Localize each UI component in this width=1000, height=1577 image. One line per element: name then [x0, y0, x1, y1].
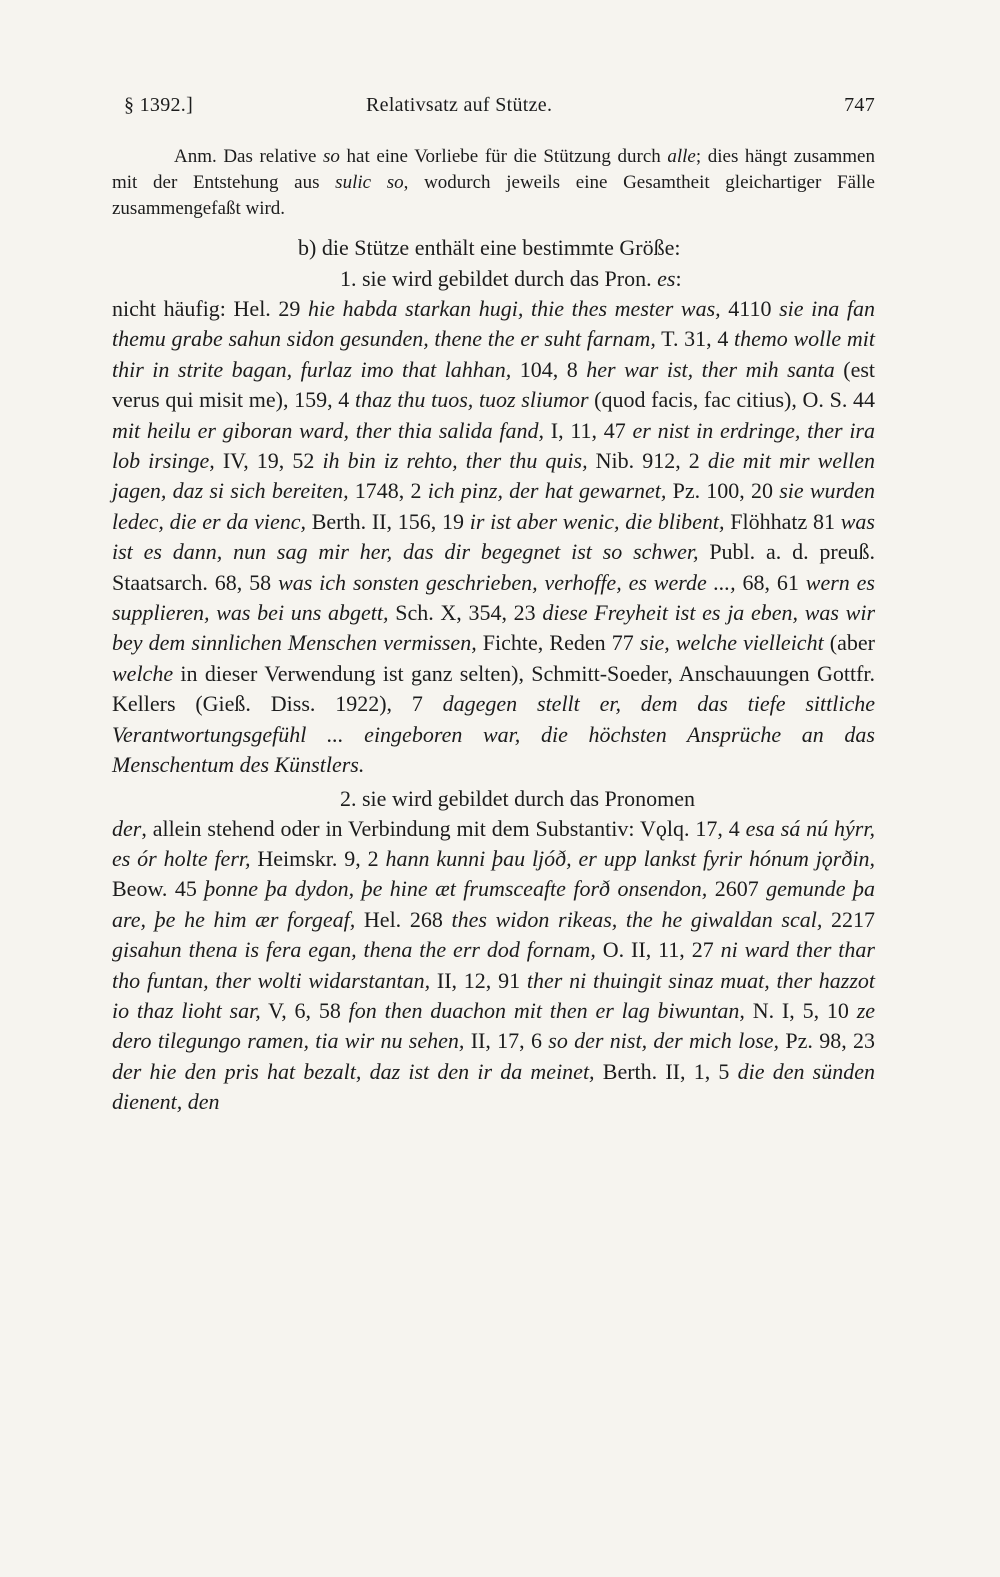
page-number: 747 — [844, 94, 875, 116]
source-reference: 2217 — [822, 906, 876, 932]
cited-example: diese Freyheit ist es ja eben, was wir bey dem sinnlichen Menschen vermissen, — [112, 600, 875, 656]
source-reference: T. 31, 4 — [655, 326, 735, 352]
subsection-1-pronoun: es — [657, 266, 676, 291]
cited-example: so der nist, der mich lose, — [548, 1028, 780, 1054]
cited-example: ich pinz, der hat gewarnet, — [427, 478, 667, 504]
cited-example: die mit mir wellen jagen, daz si sich bereiten, — [112, 448, 876, 504]
cited-example: fon then duachon mit then er lag biwuntan, — [348, 997, 745, 1023]
cited-example: thes widon rikeas, the he giwaldan scal, — [451, 906, 823, 932]
source-reference: (est verus qui misit me), 159, 4 — [112, 356, 876, 413]
cited-example: ther ni thuingit sinaz muat, ther hazzot io thaz lioht sar, — [112, 967, 875, 1023]
source-reference: 68, 61 — [735, 569, 806, 595]
source-reference: Heimskr. 9, 2 — [250, 845, 386, 871]
cited-example: welche — [112, 660, 174, 686]
cited-example: ih bin iz rehto, ther thu quis, — [322, 448, 588, 474]
cited-example: er nist in erdringe, ther ira lob irsinge, — [112, 417, 875, 474]
cited-example: sie wurden ledec, die er da vienc, — [112, 478, 876, 534]
body-text — [112, 144, 875, 1118]
source-reference: IV, 19, 52 — [214, 448, 323, 474]
source-reference: Nib. 912, 2 — [587, 448, 708, 474]
source-reference: , allein stehend oder in Verbindung mit dem Substantiv: Vǫlq. 17, 4 — [141, 815, 746, 841]
cited-example: dagegen stellt er, dem das tiefe sittliche Verantwortungsgefühl ... eingeboren war, die höchsten Ansprüche an das Menschentum des Künstlers. — [112, 691, 875, 778]
cited-example: gisahun thena is fera egan, thena the err dod fornam, — [112, 937, 596, 963]
source-reference: (aber — [823, 630, 875, 656]
section-number: § 1392.] — [124, 94, 194, 116]
source-reference: II, 12, 91 — [430, 967, 527, 993]
cited-example: hie habda starkan hugi, thie thes mester was, — [308, 296, 721, 321]
source-reference: Pz. 100, 20 — [666, 478, 780, 504]
annotation-paragraph — [112, 144, 875, 222]
cited-example: gemunde þa are, þe he him ær forgeaf, — [112, 876, 876, 932]
source-reference: Berth. II, 156, 19 — [305, 508, 470, 534]
running-title: Relativsatz auf Stütze. — [366, 94, 553, 116]
cited-example: her war ist, ther mih santa — [586, 356, 835, 382]
cited-example: die den sünden dienent, den — [112, 1058, 876, 1115]
subsection-heading-b: b) die Stütze enthält eine bestimmte Größe: — [298, 235, 681, 260]
cited-example: ni ward ther thar tho funtan, ther wolti widarstantan, — [112, 937, 875, 993]
examples-paragraph-1 — [112, 294, 875, 781]
source-reference: (quod facis, fac citius), O. S. 44 — [588, 387, 875, 413]
cited-example: esa sá nú hýrr, es ór holte ferr, — [112, 815, 875, 871]
annotation-italic: sulic so — [335, 172, 404, 193]
source-reference: Berth. II, 1, 5 — [594, 1058, 738, 1084]
annotation-italic: alle — [667, 146, 696, 167]
source-reference: 2607 — [707, 876, 767, 902]
source-reference: in dieser Verwendung ist ganz selten), Schmitt-Soeder, Anschauungen Gottfr. Kellers (Gieß. Diss. 1922), 7 — [112, 660, 875, 717]
cited-example: sie, welche vielleicht — [639, 630, 824, 656]
subsection-heading-1 — [112, 263, 875, 294]
source-reference: Hel. 268 — [355, 906, 452, 932]
source-reference: Flöhhatz 81 — [724, 508, 841, 534]
source-reference: nicht häufig: Hel. 29 — [112, 296, 309, 321]
annotation-text: Das relative — [216, 146, 324, 167]
source-reference: Pz. 98, 23 — [779, 1028, 876, 1054]
source-reference: Publ. a. d. preuß. Staatsarch. 68, 58 — [112, 539, 876, 595]
source-reference: V, 6, 58 — [260, 997, 349, 1023]
annotation-text: hat eine Vorliebe für die Stützung durch — [339, 146, 668, 167]
subsection-1-colon: : — [675, 266, 682, 291]
cited-example: hann kunni þau ljóð, er upp lankst fyrir hónum jǫrðin, — [385, 845, 875, 871]
cited-example: der — [112, 815, 142, 841]
subsection-1-text: 1. sie wird gebildet durch das Pron. — [340, 266, 658, 291]
annotation-italic: so — [323, 146, 340, 167]
cited-example: themo wolle mit thir in strite bagan, furlaz imo that lahhan, — [112, 326, 875, 382]
cited-example: wern es supplieren, was bei uns abgett, — [112, 569, 875, 626]
source-reference: 4110 — [720, 296, 780, 321]
cited-example: sie ina fan themu grabe sahun sidon gesunden, thene the er suht farnam, — [112, 296, 875, 352]
source-reference: O. II, 11, 27 — [595, 937, 721, 963]
source-reference: I, 11, 47 — [544, 417, 633, 443]
cited-example: ze dero tilegungo ramen, tia wir nu sehen, — [112, 997, 876, 1054]
examples-paragraph-2 — [112, 814, 875, 1118]
source-reference: Fichte, Reden 77 — [476, 630, 640, 656]
source-reference: 1748, 2 — [348, 478, 428, 504]
cited-example: thaz thu tuos, tuoz sliumor — [354, 387, 589, 413]
annotation-text: ; dies hängt zusammen mit der Entstehung aus — [112, 146, 875, 193]
cited-example: mit heilu er giboran ward, ther thia salida fand, — [112, 417, 545, 443]
cited-example: þonne þa dydon, þe hine æt frumsceafte forð onsendon, — [204, 876, 708, 902]
annotation-text: , wodurch jeweils eine Gesamtheit gleichartiger Fälle zusammengefaßt wird. — [112, 172, 875, 219]
source-reference: 104, 8 — [511, 356, 587, 382]
cited-example: ir ist aber wenic, die blibent, — [469, 508, 725, 534]
source-reference: N. I, 5, 10 — [744, 997, 857, 1023]
cited-example: der hie den pris hat bezalt, daz ist den ir da meinet, — [112, 1058, 595, 1084]
cited-example: was ich sonsten geschrieben, verhoffe, es werde ..., — [278, 569, 736, 595]
subsection-heading-2: 2. sie wird gebildet durch das Pronomen — [340, 785, 695, 811]
annotation-label: Anm. — [174, 146, 217, 167]
cited-example: was ist es dann, nun sag mir her, das dir begegnet ist so schwer, — [112, 508, 875, 565]
source-reference: Sch. X, 354, 23 — [388, 600, 543, 626]
running-head — [112, 94, 875, 124]
source-reference: II, 17, 6 — [464, 1028, 549, 1054]
source-reference: Beow. 45 — [112, 876, 205, 902]
